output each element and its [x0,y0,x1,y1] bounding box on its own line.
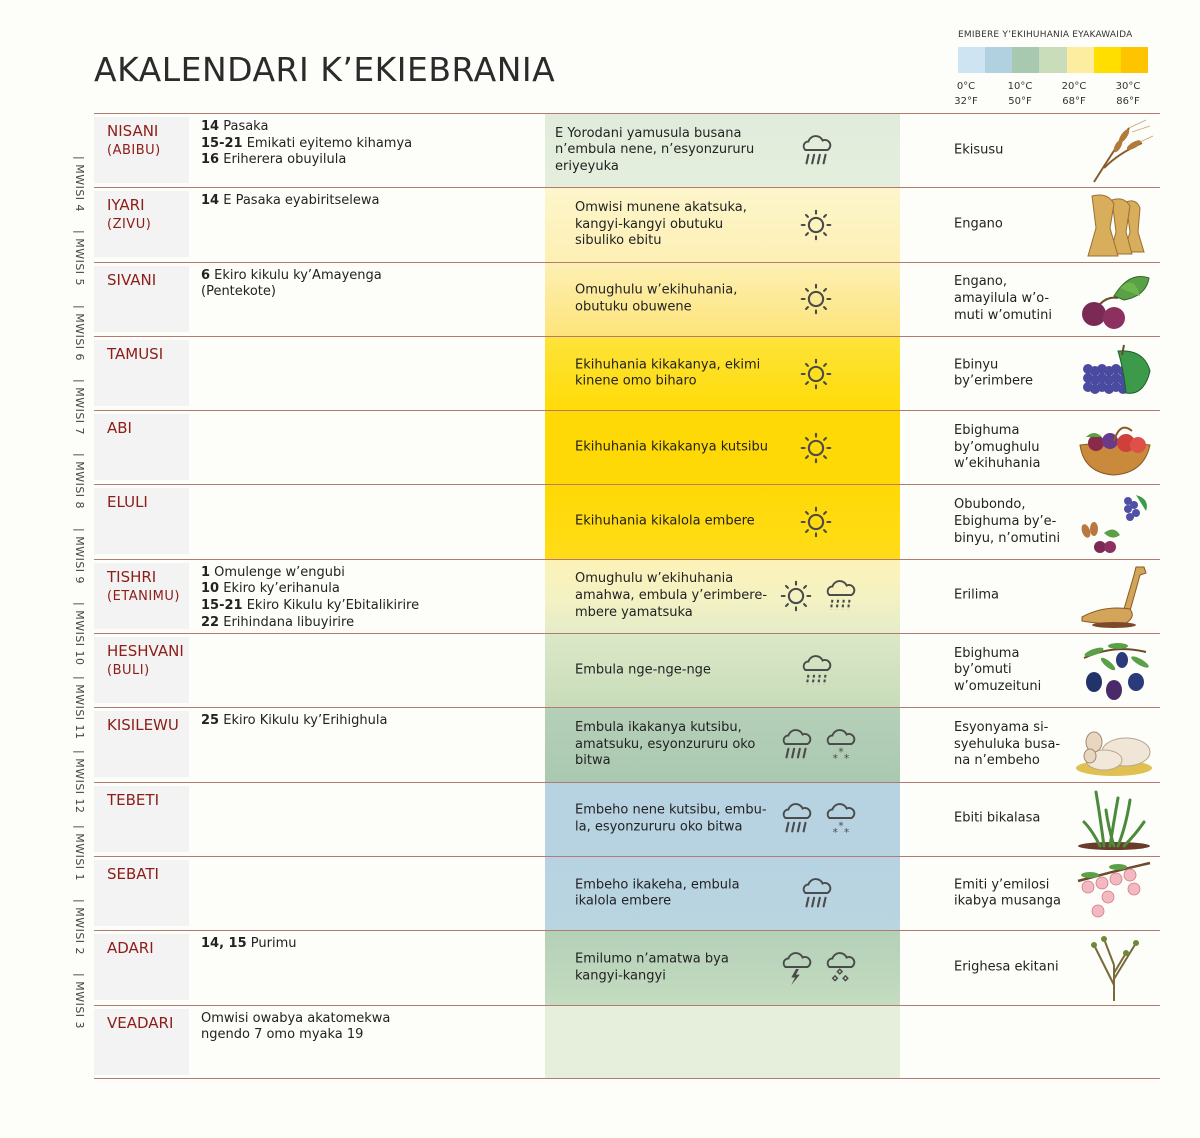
weather-cell [545,114,900,187]
month-name-cell [94,637,189,703]
month-row [94,633,1160,707]
festival-name: Omwisi owabya akatomekwa [201,1010,391,1026]
weather-icons [777,577,859,615]
month-row [94,187,1160,261]
festivals-list [201,119,412,169]
festival-date: 14, 15 [201,936,247,952]
month-name-cell [94,934,189,1000]
legend-tick-fahrenheit: 50°F [1008,96,1032,107]
weather-description: Ekihuhania kikakanya kutsibu [575,439,769,455]
festival-item [201,268,382,285]
legend-tick [1108,79,1148,109]
month-row [94,559,1160,633]
month-alt-name: (BULI) [107,663,150,679]
month-alt-name: (ZIVU) [107,217,152,233]
month-alt-name: (ABIBU) [107,143,161,158]
festival-name: Erihindana libuyirire [219,614,355,630]
festival-date: 1 [201,564,211,580]
month-row [94,930,1160,1004]
month-name: ADARI [107,939,154,958]
festivals-list [201,193,380,210]
weather-cell [545,263,900,336]
side-label-text: | MWISI 1 [73,824,86,881]
legend-tick [1054,79,1094,109]
month-name-cell [94,266,189,332]
weather-description: Embula nge-nge-nge [575,662,711,678]
month-name: VEADARI [107,1013,174,1032]
side-label-text: | MWISI 11 [73,676,86,740]
month-name: TEBETI [107,790,159,809]
month-name: NISANI [107,122,159,140]
festivals-list [201,1011,390,1044]
festival-name: Ekiro Kikulu ky’Erihighula [219,713,388,729]
legend-tick-fahrenheit: 86°F [1116,96,1140,107]
month-name-cell [94,117,189,183]
plough-icon [1074,563,1154,629]
side-label-text: | MWISI 9 [73,527,86,584]
drizzle-cloud-icon [797,652,835,690]
month-name-cell [94,563,189,629]
dates-grapes-figs-icon [1074,489,1154,555]
legend-ticks [954,79,1158,109]
weather-cell [545,783,900,856]
hail-cloud-icon [821,949,859,987]
legend-tick-fahrenheit: 32°F [954,96,978,107]
weather-description: Omughulu w’ekihuhania amahwa, embula y’erimbere-mbere yamatsuka [575,571,768,620]
festival-name: Ekiro kikulu ky’Amayenga [210,267,382,283]
drizzle-cloud-icon [821,577,859,615]
crop-description: Erighesa ekitani [954,959,1059,975]
festival-date: 15-21 [201,135,243,151]
weather-description: E Yorodani yamusula busana n’embula nene, n’esyonzururu eriyeyuka [555,125,755,174]
legend-tick [1000,79,1040,109]
festival-item [201,1011,390,1028]
month-row [94,856,1160,930]
weather-icons [777,949,859,987]
festival-name: Ekiro Kikulu ky’Ebitalikirire [242,598,420,614]
month-row [94,707,1160,781]
legend-swatch [1012,47,1039,73]
crop-description: Engano, amayilula w’o-muti w’omutini [954,274,1052,323]
festivals-list [201,268,382,301]
side-label-text: | MWISI 2 [73,899,86,956]
festival-date: 25 [201,713,220,729]
weather-cell [545,485,900,558]
festival-item [201,598,419,615]
side-label-text: | MWISI 12 [73,750,86,814]
crop-description: Ebinyu by’erimbere [954,356,1034,389]
svg-text:*: * [832,827,838,839]
crop-description: Ebiti bikalasa [954,810,1041,826]
snow-cloud-icon [821,800,859,838]
side-label-text: | MWISI 6 [73,304,86,361]
weather-cell [545,708,900,781]
legend-swatch [1067,47,1094,73]
month-name: KISILEWU [107,716,179,735]
festival-item [201,581,419,598]
festival-name: ngendo 7 omo myaka 19 [201,1027,364,1043]
weather-icons [797,503,835,541]
festival-date: 16 [201,152,220,168]
sun-icon [797,429,835,467]
month-name: SEBATI [107,864,159,883]
crop-description: Ebighuma by’omughulu w’ekihuhania [954,422,1041,472]
svg-text:*: * [838,746,844,759]
legend-swatch [985,47,1012,73]
month-row [94,336,1160,410]
weather-icons [777,726,859,764]
temperature-legend [954,30,1158,109]
legend-tick-celsius: 20°C [1061,81,1087,92]
crop-description: Ebighuma by’omuti w’omuzeituni [954,645,1042,695]
festival-item [201,136,412,153]
festival-name: Pasaka [219,119,269,134]
festival-date: 15-21 [201,598,243,614]
festival-name: Emikati eyitemo kihamya [242,135,413,151]
legend-swatch [1094,47,1121,73]
festival-item [201,615,419,632]
festival-item [201,565,419,582]
festival-item [201,193,380,210]
festival-name: (Pentekote) [201,284,276,300]
festival-date: 14 [201,193,220,209]
month-name: ELULI [107,493,148,512]
sun-icon [797,280,835,318]
legend-tick-celsius: 0°C [956,81,976,92]
festival-item [201,119,412,136]
weather-icons [797,206,835,244]
festival-date: 22 [201,614,220,630]
festival-name: E Pasaka eyabiritselewa [219,193,380,209]
rain-cloud-icon [797,875,835,913]
festivals-list [201,936,297,953]
weather-description: Omughulu w’ekihuhania, obutuku obuwene [575,282,738,315]
month-name: HESHVANI [107,642,184,661]
month-row [94,484,1160,558]
grapes-icon [1074,341,1154,407]
legend-tick-celsius: 10°C [1007,81,1033,92]
weather-description: Emilumo n’amatwa bya kangyi-kangyi [575,951,729,983]
crop-description: Ekisusu [954,142,1004,158]
legend-title: EMIBERE Y’EKIHUHANIA EYAKAWAIDA [958,30,1133,40]
festival-name: Omulenge w’engubi [210,564,345,580]
sprouting-plants-icon [1074,786,1154,852]
calendar-table [94,113,1160,1079]
flax-icon [1074,935,1154,1001]
barley-icon [1074,118,1154,184]
festivals-list [201,565,419,632]
weather-icons [797,429,835,467]
weather-cell [545,560,900,633]
festival-name: Eriherera obuyilula [219,152,347,168]
legend-color-bar [958,47,1148,73]
svg-text:*: * [844,827,850,839]
month-row [94,782,1160,856]
weather-description: Embula ikakanya kutsibu, amatsuku, esyonzururu oko bitwa [575,719,756,769]
month-name-cell [94,1009,189,1075]
weather-cell [545,931,900,1004]
sun-icon [797,206,835,244]
svg-text:*: * [832,753,838,765]
gregorian-month-labels [68,148,92,1048]
crop-description: Emiti y’emilosi ikabya musanga [954,876,1062,909]
month-name-cell [94,786,189,852]
olives-icon [1074,638,1154,704]
legend-swatch [958,47,985,73]
fruit-basket-icon [1074,415,1154,481]
weather-cell [545,411,900,484]
legend-tick [946,79,986,109]
side-label-text: | MWISI 4 [73,156,86,213]
festival-item [201,713,387,730]
crop-description: Erilima [954,588,1000,604]
festival-date: 14 [201,119,220,134]
side-label-text: | MWISI 3 [73,973,86,1030]
crop-description: Obubondo, Ebighuma by’e-binyu, n’omutini [954,497,1061,546]
legend-tick-celsius: 30°C [1115,81,1141,92]
month-name: IYARI [107,196,145,215]
month-name-cell [94,340,189,406]
weather-icons [777,800,859,838]
weather-cell [545,857,900,930]
weather-icons [797,132,835,170]
side-label-text: | MWISI 7 [73,378,86,435]
festivals-list [201,713,387,730]
month-name: TISHRI [107,567,157,586]
sun-icon [777,577,815,615]
weather-description: Ekihuhania kikakanya, ekimi kinene omo biharo [575,356,761,389]
weather-description: Embeho ikakeha, embula ikalola embere [575,876,740,909]
rain-cloud-icon [777,800,815,838]
month-name-cell [94,191,189,257]
month-name-cell [94,711,189,777]
month-name: TAMUSI [107,344,164,363]
sheep-icon [1074,712,1154,778]
weather-description: Embeho nene kutsibu, embu-la, esyonzururu oko bitwa [575,802,767,835]
side-label-text: | MWISI 5 [73,230,86,287]
festival-name: Purimu [246,936,297,952]
svg-text:*: * [838,820,844,833]
month-row [94,113,1160,187]
festival-item [201,152,412,169]
rain-cloud-icon [777,726,815,764]
festival-item [201,936,297,953]
festival-item [201,1027,390,1044]
almond-blossom-icon [1074,861,1154,927]
sun-icon [797,503,835,541]
crop-description: Engano [954,216,1003,232]
svg-text:*: * [844,753,850,765]
festival-date: 6 [201,267,211,283]
crop-description: Esyonyama si-syehuluka busa-na n’embeho [954,719,1061,769]
weather-icons [797,280,835,318]
festival-date: 10 [201,581,220,597]
page-title: AKALENDARI K’EKIEBRANIA [94,50,556,89]
weather-description: Omwisi munene akatsuka, kangyi-kangyi obutuku sibuliko ebitu [575,199,747,249]
weather-description: Ekihuhania kikalola embere [575,513,755,529]
side-label-text: | MWISI 8 [73,453,86,510]
month-name: SIVANI [107,270,157,289]
weather-cell [545,188,900,261]
legend-swatch [1039,47,1066,73]
legend-tick-fahrenheit: 68°F [1062,96,1086,107]
legend-swatch [1121,47,1148,73]
side-label-text: | MWISI 10 [73,601,86,666]
month-row [94,410,1160,484]
month-name-cell [94,860,189,926]
figs-icon [1074,266,1154,332]
festival-name: Ekiro ky’erihanula [219,581,340,597]
weather-cell [545,1006,900,1078]
storm-cloud-icon [777,949,815,987]
month-name-cell [94,414,189,480]
weather-icons [797,652,835,690]
rain-cloud-icon [797,132,835,170]
month-name: ABI [107,419,132,438]
month-alt-name: (ETANIMU) [107,588,180,604]
weather-icons [797,355,835,393]
month-name-cell [94,488,189,554]
wheat-sheaves-icon [1074,192,1154,258]
month-row [94,262,1160,336]
festival-item [201,284,382,301]
weather-cell [545,337,900,410]
weather-cell [545,634,900,707]
snow-cloud-icon [821,726,859,764]
weather-icons [797,875,835,913]
month-row [94,1005,1160,1079]
sun-icon [797,355,835,393]
